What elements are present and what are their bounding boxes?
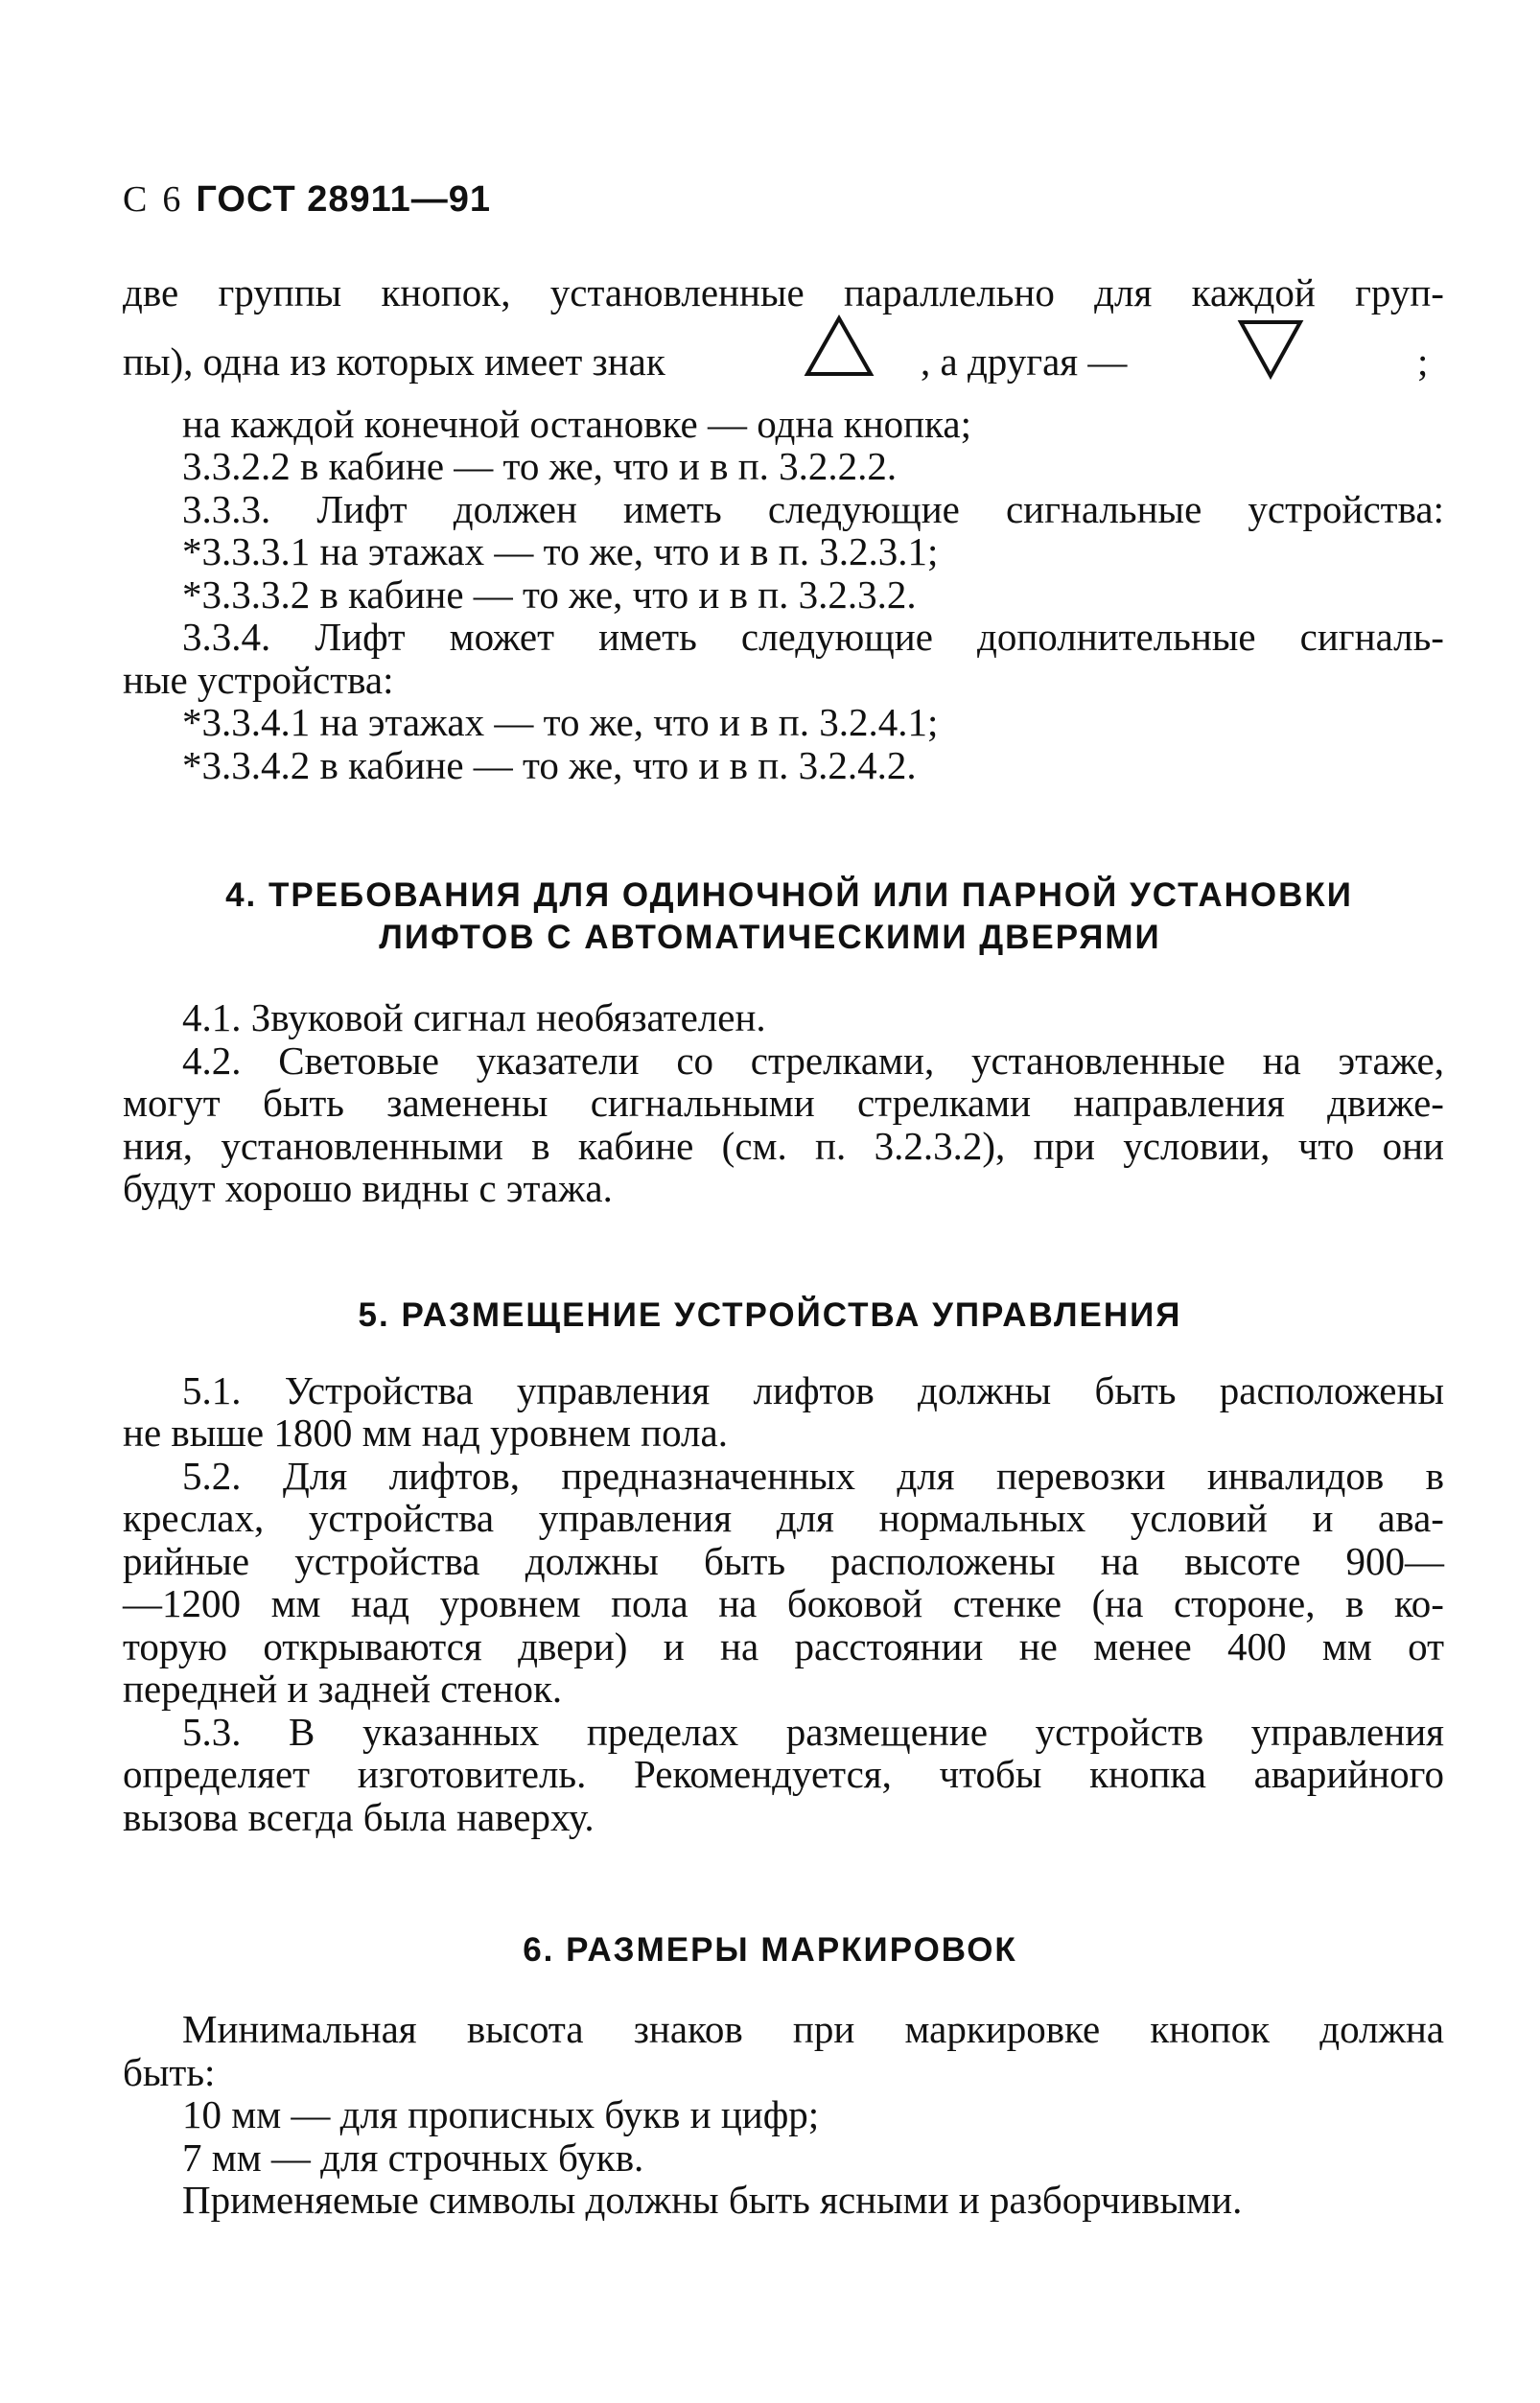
text-content: 4.1. Звуковой сигнал необязателен. <box>182 995 766 1039</box>
text-line <box>182 572 917 617</box>
text-word: должны <box>918 1368 1052 1412</box>
text-word: управления <box>1250 1710 1444 1754</box>
triangle-down-icon <box>1237 318 1304 380</box>
text-word: со <box>676 1038 714 1083</box>
text-line <box>182 995 766 1039</box>
text-word: п. <box>815 1124 847 1168</box>
text-word: стороне, <box>1173 1581 1316 1625</box>
text-line <box>182 743 917 787</box>
text-word: двери) <box>518 1624 628 1668</box>
text-line <box>182 487 1444 531</box>
text-word: направления <box>1073 1081 1285 1125</box>
text-line <box>123 1795 595 1839</box>
text-word: чтобы <box>939 1752 1042 1796</box>
text-line <box>123 658 394 702</box>
text-word: установленными <box>221 1124 503 1168</box>
text-word: устройства <box>294 1539 480 1583</box>
text-word: (см. <box>721 1124 787 1168</box>
text-word: управления <box>538 1496 733 1540</box>
text-content: *3.3.4.1 на этажах — то же, что и в п. 3.2.4.1; <box>182 700 939 744</box>
text-content: вызова всегда была наверху. <box>123 1795 595 1839</box>
text-content: *3.3.4.2 в кабине — то же, что и в п. 3.2.4.2. <box>182 743 917 787</box>
text-word: 5.2. <box>182 1454 242 1498</box>
text-word: должен <box>453 487 577 531</box>
text-word: и <box>1312 1496 1334 1540</box>
text-word: при <box>1033 1124 1095 1168</box>
text-line <box>123 1669 562 1709</box>
text-word: груп- <box>1355 270 1444 315</box>
text-content: не выше 1800 мм над уровнем пола. <box>123 1411 728 1455</box>
section-heading: 4. ТРЕБОВАНИЯ ДЛЯ ОДИНОЧНОЙ ИЛИ ПАРНОЙ УСТАНОВКИ <box>225 876 1353 914</box>
text-word: нормальных <box>878 1496 1086 1540</box>
text-word: и <box>663 1624 685 1668</box>
text-word: кнопка <box>1089 1752 1206 1796</box>
text-line <box>123 1413 728 1453</box>
text-word: высоте <box>1184 1539 1301 1583</box>
text-line <box>182 1710 1444 1754</box>
text-word: для <box>897 1454 955 1498</box>
text-word: менее <box>1093 1624 1192 1668</box>
text-word: ния, <box>123 1124 193 1168</box>
text-word: что <box>1297 1124 1355 1168</box>
text-word: стрелками <box>856 1081 1032 1125</box>
text-word: предназначенных <box>561 1454 855 1498</box>
text-word: расстоянии <box>794 1624 984 1668</box>
text-word: аварийного <box>1253 1752 1444 1796</box>
text-content: ; <box>1417 339 1429 384</box>
text-content: будут хорошо видны с этажа. <box>123 1166 613 1210</box>
text-line <box>182 2092 820 2136</box>
text-line <box>182 529 939 573</box>
text-word: иметь <box>623 487 722 531</box>
text-line <box>182 1038 1444 1083</box>
text-word: изготовитель. <box>357 1752 587 1796</box>
text-word: размещение <box>785 1710 989 1754</box>
text-content: 10 мм — для прописных букв и цифр; <box>182 2092 820 2136</box>
text-word: заменены <box>386 1081 548 1125</box>
text-word: инвалидов <box>1206 1454 1385 1498</box>
text-word: условии, <box>1123 1124 1271 1168</box>
header-letter: С <box>123 179 150 220</box>
text-line <box>182 2007 1444 2051</box>
text-line <box>182 2178 1243 2222</box>
text-line <box>123 1166 613 1210</box>
text-content: Применяемые символы должны быть ясными и разборчивыми. <box>182 2178 1243 2222</box>
text-content: *3.3.3.1 на этажах — то же, что и в п. 3.2.3.1; <box>182 529 939 573</box>
text-word: над <box>351 1581 410 1625</box>
text-word: могут <box>123 1081 221 1125</box>
text-word: быть <box>262 1081 344 1125</box>
header-doc-title: ГОСТ 28911—91 <box>196 179 492 220</box>
text-word: кнопок, <box>381 270 511 315</box>
text-word: условий <box>1130 1496 1268 1540</box>
text-word: на <box>1262 1038 1301 1083</box>
text-word: они <box>1382 1124 1444 1168</box>
text-word: 5.3. <box>182 1710 242 1754</box>
text-content: ные устройства: <box>123 658 394 702</box>
text-word: маркировке <box>904 2007 1101 2051</box>
text-word: на <box>718 1581 758 1625</box>
text-word: кабине <box>577 1124 694 1168</box>
text-word: каждой <box>1191 270 1316 315</box>
text-word: указатели <box>476 1038 640 1083</box>
text-line <box>123 1581 1444 1625</box>
text-word: Лифт <box>316 487 408 531</box>
text-word: в <box>1425 1454 1444 1498</box>
text-word: на <box>1100 1539 1139 1583</box>
text-word: боковой <box>786 1581 923 1625</box>
text-line <box>182 615 1444 659</box>
section-heading: 6. РАЗМЕРЫ МАРКИРОВОК <box>523 1931 1017 1969</box>
text-word: высота <box>466 2007 584 2051</box>
text-word: В <box>289 1710 315 1754</box>
triangle-up-icon <box>804 315 875 378</box>
section-heading: 5. РАЗМЕЩЕНИЕ УСТРОЙСТВА УПРАВЛЕНИЯ <box>358 1296 1182 1334</box>
text-word: не <box>1018 1624 1058 1668</box>
text-word: перевозки <box>995 1454 1166 1498</box>
text-word: расположены <box>1219 1368 1444 1412</box>
text-line <box>921 339 1128 384</box>
text-word: Лифт <box>315 615 406 659</box>
text-word: лифтов <box>753 1368 875 1412</box>
text-word: 5.1. <box>182 1368 242 1412</box>
text-word: быть <box>1094 1368 1177 1412</box>
text-line <box>182 1454 1444 1498</box>
text-word: (на <box>1091 1581 1144 1625</box>
header-page-number: 6 <box>162 179 183 220</box>
text-word: Устройства <box>284 1368 474 1412</box>
text-word: лифтов, <box>388 1454 521 1498</box>
text-line <box>123 1624 1444 1668</box>
text-line <box>123 1539 1444 1583</box>
text-word: установленные <box>970 1038 1225 1083</box>
text-word: Световые <box>278 1038 439 1083</box>
page-header <box>123 178 491 221</box>
text-word: ава- <box>1378 1496 1444 1540</box>
text-word: креслах, <box>123 1496 265 1540</box>
text-line <box>182 700 939 744</box>
text-word: следующие <box>740 615 933 659</box>
text-word: может <box>449 615 554 659</box>
text-line <box>123 270 1444 315</box>
text-content: на каждой конечной остановке — одна кнопка; <box>182 402 971 446</box>
text-word: Рекомендуется, <box>634 1752 892 1796</box>
text-content: 3.3.2.2 в кабине — то же, что и в п. 3.2.2.2. <box>182 444 898 488</box>
text-line <box>182 1368 1444 1412</box>
text-word: 3.2.3.2), <box>874 1124 1006 1168</box>
text-word: стрелками, <box>750 1038 935 1083</box>
text-word: в <box>1345 1581 1365 1625</box>
text-line <box>123 1752 1444 1796</box>
text-word: знаков <box>633 2007 743 2051</box>
text-content: 7 мм — для строчных букв. <box>182 2135 644 2180</box>
text-word: быть <box>704 1539 786 1583</box>
text-word: этаже, <box>1338 1038 1444 1083</box>
text-word: кнопок <box>1150 2007 1271 2051</box>
text-word: устройства <box>308 1496 495 1540</box>
text-word: сигналь- <box>1299 615 1444 659</box>
text-content: быть: <box>123 2050 216 2094</box>
text-word: торую <box>123 1624 227 1668</box>
text-line <box>182 402 971 446</box>
text-word: Минимальная <box>182 2007 417 2051</box>
text-word: 4.2. <box>182 1038 242 1083</box>
text-content: , а другая — <box>921 339 1128 384</box>
text-word: мм <box>1321 1624 1372 1668</box>
text-word: в <box>531 1124 550 1168</box>
text-word: определяет <box>123 1752 311 1796</box>
text-word: группы <box>218 270 342 315</box>
text-word: должны <box>525 1539 659 1583</box>
text-word: на <box>720 1624 759 1668</box>
text-word: указанных <box>362 1710 540 1754</box>
text-word: —1200 <box>123 1581 241 1625</box>
text-word: расположены <box>830 1539 1056 1583</box>
text-content: передней и задней стенок. <box>123 1667 563 1711</box>
text-line <box>182 444 898 488</box>
text-word: следующие <box>767 487 960 531</box>
text-word: уровнем <box>439 1581 581 1625</box>
text-word: открываются <box>263 1624 482 1668</box>
text-word: управления <box>516 1368 711 1412</box>
text-word: пределах <box>586 1710 739 1754</box>
text-word: мм <box>270 1581 321 1625</box>
text-word: движе- <box>1327 1081 1444 1125</box>
section-heading: ЛИФТОВ С АВТОМАТИЧЕСКИМИ ДВЕРЯМИ <box>379 919 1161 956</box>
text-word: установленные <box>549 270 805 315</box>
text-line <box>123 2050 216 2094</box>
text-word: Для <box>282 1454 348 1498</box>
text-word: устройства: <box>1248 487 1444 531</box>
text-word: сигнальные <box>1005 487 1202 531</box>
text-word: ко- <box>1393 1581 1444 1625</box>
text-word: 3.3.4. <box>182 615 271 659</box>
text-content: *3.3.3.2 в кабине — то же, что и в п. 3.2.3.2. <box>182 572 917 617</box>
text-word: 3.3.3. <box>182 487 271 531</box>
text-content: пы), одна из которых имеет знак <box>123 339 665 384</box>
text-line <box>182 2135 644 2180</box>
text-word: дополнительные <box>977 615 1256 659</box>
text-line <box>123 1081 1444 1125</box>
text-word: при <box>792 2007 855 2051</box>
text-word: стенке <box>952 1581 1062 1625</box>
text-word: для <box>1094 270 1153 315</box>
text-word: 900— <box>1345 1539 1444 1583</box>
text-word: сигнальными <box>590 1081 815 1125</box>
text-line <box>123 1496 1444 1540</box>
text-word: для <box>776 1496 834 1540</box>
text-word: должна <box>1319 2007 1444 2051</box>
text-line <box>1417 339 1429 384</box>
text-word: параллельно <box>843 270 1055 315</box>
text-word: иметь <box>598 615 697 659</box>
text-word: две <box>123 270 179 315</box>
text-line <box>123 339 665 384</box>
text-word: 400 <box>1227 1624 1287 1668</box>
text-word: пола <box>611 1581 688 1625</box>
text-word: рийные <box>123 1539 250 1583</box>
text-line <box>123 1124 1444 1168</box>
text-word: от <box>1408 1624 1444 1668</box>
text-word: устройств <box>1035 1710 1204 1754</box>
